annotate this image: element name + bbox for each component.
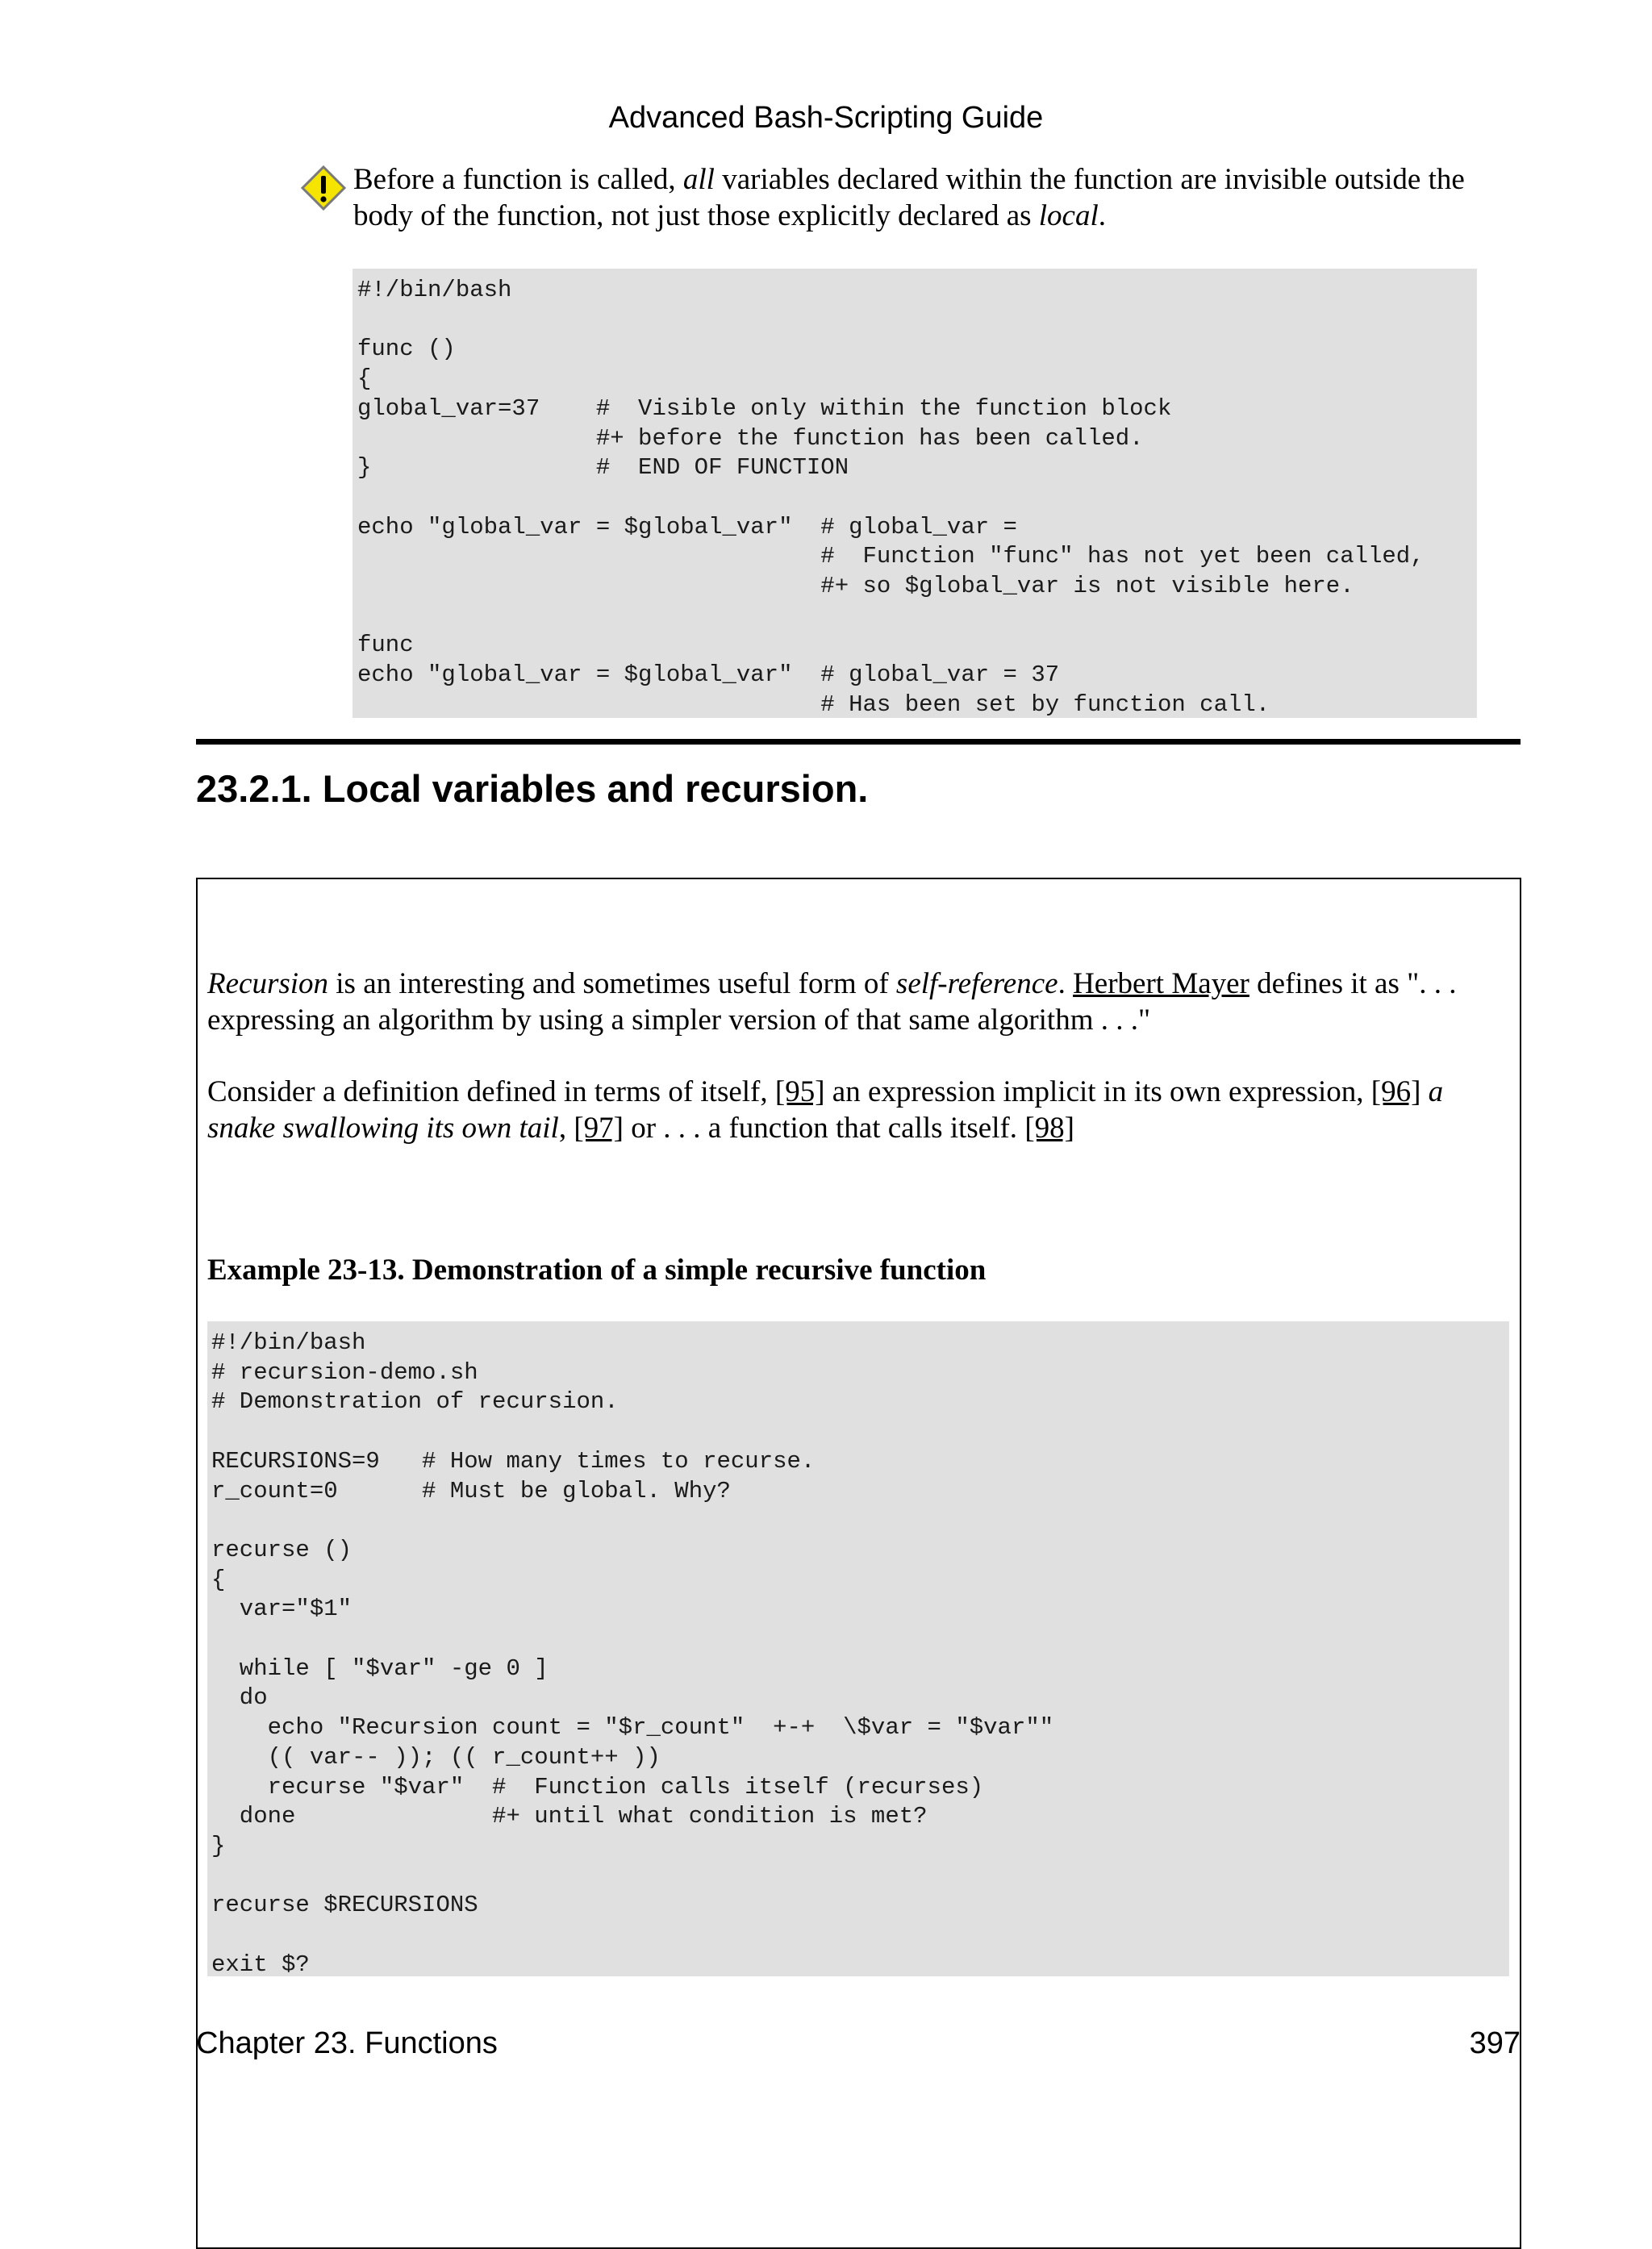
recursion-definition-paragraph: Consider a definition defined in terms of itself, [95] an expression implicit in its own expression, [96] a snake swallowing its own tail, [97] or . . . a function that calls itself. [98] — [207, 1075, 1444, 1145]
code-block-recursion-demo: #!/bin/bash # recursion-demo.sh # Demonstration of recursion. RECURSIONS=9 # How many times to recurse. r_count=0 # Must be global. Why? recurse () { var="$1" while [ "$var" -ge 0 ] do echo "Recursion count = "$r_count" +-+ \$var = "$var"" (( var-- )); (( r_count++ )) recurse "$var" # Function calls itself (recurses) done #+ until what condition is met? } recurse $RECURSIONS exit $? — [207, 1321, 1509, 1976]
warning-icon — [300, 165, 347, 211]
footnote-link-96[interactable]: [96] — [1370, 1075, 1421, 1108]
herbert-mayer-link[interactable]: Herbert Mayer — [1073, 967, 1249, 1000]
footnote-link-95[interactable]: [95] — [774, 1075, 825, 1108]
section-divider — [196, 739, 1521, 745]
footer-chapter: Chapter 23. Functions — [196, 2026, 498, 2060]
running-header: Advanced Bash-Scripting Guide — [608, 101, 1044, 135]
page-number: 397 — [1469, 2026, 1521, 2060]
warning-text: Before a function is called, all variables declared within the function are invisible outside the body of the function, not just those explicitly declared as local. — [353, 163, 1465, 232]
example-title: Example 23-13. Demonstration of a simple recursive function — [207, 1254, 987, 1287]
footnote-link-98[interactable]: [98] — [1024, 1112, 1074, 1145]
recursion-intro-paragraph: Recursion is an interesting and sometimes useful form of self-reference. Herbert Mayer defines it as ". . . expressing an algorithm by using a simpler version of that same algorithm . . ." — [207, 967, 1457, 1037]
code-block-global-var: #!/bin/bash func () { global_var=37 # Visible only within the function block #+ before the function has been called. } # END OF FUNCTION echo "global_var = $global_var" # global_var = # Function "func" has not yet been called, #+ so $global_var is not visible here. func echo "global_var = $global_var" # global_var = 37 # Has been set by function call. — [353, 269, 1477, 718]
section-title: 23.2.1. Local variables and recursion. — [196, 767, 869, 810]
footnote-link-97[interactable]: [97] — [574, 1112, 624, 1145]
